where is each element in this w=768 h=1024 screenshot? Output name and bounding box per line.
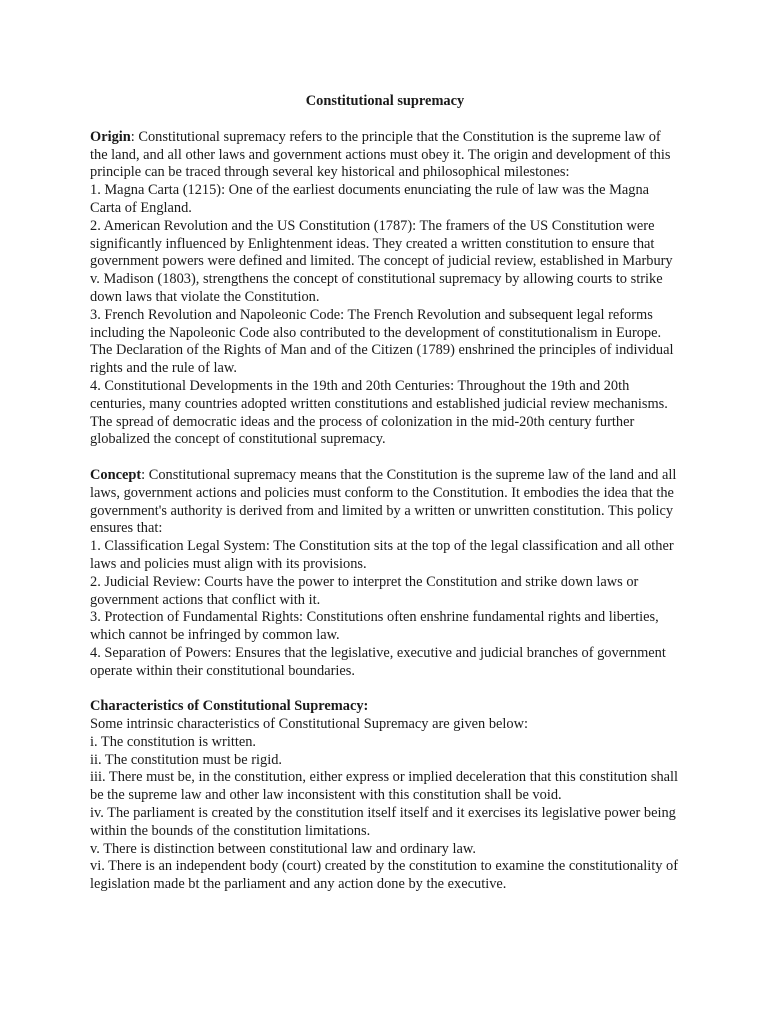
document-page bbox=[90, 93, 680, 894]
characteristics-item: iii. There must be, in the constitution, either express or implied deceleration that this constitution shall be the supreme law and other law inconsistent with this constitution shall be void. bbox=[90, 769, 679, 804]
origin-item: 1. Magna Carta (1215): One of the earliest documents enunciating the rule of law was the Magna Carta of England. bbox=[90, 182, 650, 216]
concept-item: 1. Classification Legal System: The Constitution sits at the top of the legal classification and all other laws and policies must align with its provisions. bbox=[90, 538, 674, 572]
origin-item: 4. Constitutional Developments in the 19th and 20th Centuries: Throughout the 19th and 20th centuries, many countries adopted written constitutions and established judicial review mechanisms. The spread of democratic ideas and the process of colonization in the mid-20th century further globalized the concept of constitutional supremacy. bbox=[90, 377, 668, 448]
characteristics-item: i. The constitution is written. bbox=[90, 733, 257, 750]
document-title: Constitutional supremacy bbox=[305, 93, 465, 109]
concept-item: 4. Separation of Powers: Ensures that the legislative, executive and judicial branches of government operate within their constitutional boundaries. bbox=[90, 644, 666, 679]
section-spacer bbox=[90, 681, 680, 699]
origin-section bbox=[90, 129, 680, 449]
section-spacer bbox=[90, 449, 680, 467]
concept-item: 3. Protection of Fundamental Rights: Constitutions often enshrine fundamental rights and liberties, which cannot be infringed by common law. bbox=[90, 609, 659, 644]
concept-intro-text: : Constitutional supremacy means that the Constitution is the supreme law of the land and all laws, government actions and policies must conform to the Constitution. It embodies the idea that the government's authority is derived from and limited by a written or unwritten constitution. This policy ensures that: bbox=[90, 466, 677, 537]
characteristics-item: ii. The constitution must be rigid. bbox=[90, 751, 282, 768]
origin-item: 2. American Revolution and the US Constitution (1787): The framers of the US Constitution were significantly influenced by Enlightenment ideas. They created a written constitution to ensure that government powers were defined and limited. The concept of judicial review, established in Marbury v. Madison (1803), strengthens the concept of constitutional supremacy by allowing courts to strike down laws that violate the Constitution. bbox=[90, 217, 673, 305]
concept-heading: Concept bbox=[90, 466, 142, 483]
characteristics-item: v. There is distinction between constitutional law and ordinary law. bbox=[90, 840, 476, 857]
origin-intro bbox=[90, 129, 680, 182]
concept-intro bbox=[90, 467, 680, 538]
characteristics-heading-text: Characteristics of Constitutional Supremacy: bbox=[90, 698, 369, 715]
characteristics-section bbox=[90, 698, 680, 894]
concept-section bbox=[90, 467, 680, 681]
characteristics-item: iv. The parliament is created by the constitution itself itself and it exercises its legislative power being within the bounds of the constitution limitations. bbox=[90, 805, 676, 839]
origin-heading: Origin bbox=[90, 128, 131, 145]
characteristics-heading bbox=[90, 698, 680, 716]
concept-item: 2. Judicial Review: Courts have the power to interpret the Constitution and strike down laws or government actions that conflict with it. bbox=[90, 573, 639, 608]
origin-item: 3. French Revolution and Napoleonic Code: The French Revolution and subsequent legal reforms including the Napoleonic Code also contributed to the development of constitutionalism in Europe. The Declaration of the Rights of Man and of the Citizen (1789) enshrined the principles of individual rights and the rule of law. bbox=[90, 306, 674, 377]
origin-intro-text: : Constitutional supremacy refers to the principle that the Constitution is the supreme law of the land, and all other laws and government actions must obey it. The origin and development of this principle can be traced through several key historical and philosophical milestones: bbox=[90, 128, 671, 181]
characteristics-item: vi. There is an independent body (court) created by the constitution to examine the constitutionality of legislation made bt the parliament and any action done by the executive. bbox=[90, 858, 678, 893]
characteristics-intro: Some intrinsic characteristics of Constitutional Supremacy are given below: bbox=[90, 716, 529, 733]
